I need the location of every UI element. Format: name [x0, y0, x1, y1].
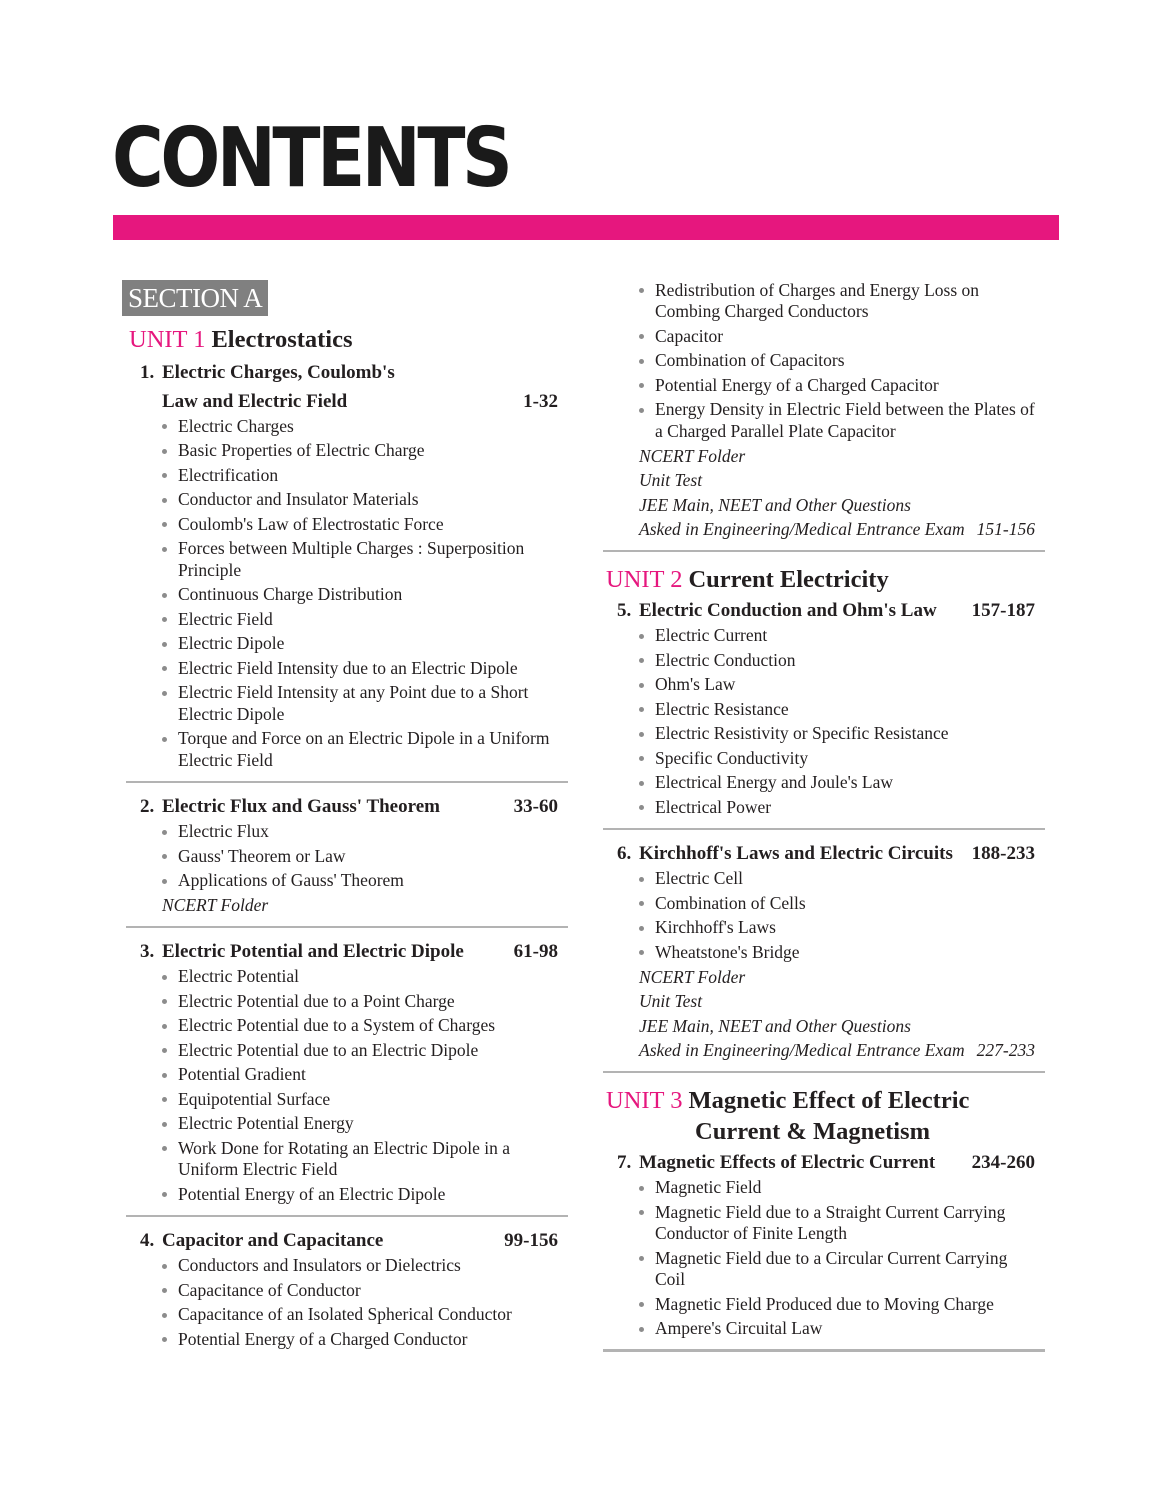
chapter-title-line-1: Electric Charges, Coulomb's [162, 362, 395, 383]
topic-item: Capacitance of an Isolated Spherical Conductor [178, 1303, 568, 1328]
topic-item: Electric Dipole [178, 632, 568, 657]
chapter-pages: 157-187 [971, 600, 1035, 621]
chapter-3-heading[interactable] [140, 940, 558, 965]
chapter-title: Electric Potential and Electric Dipole [162, 941, 464, 962]
ncert-folder-label: NCERT Folder [639, 445, 746, 466]
topic-item: Ampere's Circuital Law [655, 1317, 1045, 1342]
chapter-number: 2. [140, 796, 155, 817]
entrance-exam-label [603, 1038, 1035, 1063]
entrance-exam-label [603, 517, 1035, 542]
chapter-number: 3. [140, 941, 155, 962]
divider [603, 550, 1045, 553]
topic-item: Electric Field [178, 607, 568, 632]
topic-item: Electric Potential due to a Point Charge [178, 989, 568, 1014]
topic-item: Conductors and Insulators or Dielectrics [178, 1254, 568, 1279]
unit-1-label: UNIT 1 [129, 326, 206, 353]
topic-item: Basic Properties of Electric Charge [178, 439, 568, 464]
section-badge: SECTION A [122, 280, 268, 316]
entrance-exam-pages: 227-233 [976, 1040, 1035, 1060]
topic-item: Capacitor [655, 324, 1045, 349]
topic-item: Potential Energy of a Charged Conductor [178, 1327, 568, 1352]
topic-item: Electric Resistance [655, 697, 1045, 722]
chapter-number: 7. [617, 1152, 632, 1173]
ncert-folder-label: NCERT Folder [162, 895, 269, 915]
topic-item: Electrical Energy and Joule's Law [655, 771, 1045, 796]
topic-item: Electric Potential due to an Electric Dipole [178, 1038, 568, 1063]
topic-item: Magnetic Field due to a Straight Current Carrying Conductor of Finite Length [655, 1200, 1045, 1246]
entrance-questions-label: JEE Main, NEET and Other Questions [639, 494, 911, 515]
unit-1-name: Electrostatics [211, 326, 353, 353]
chapter-7-topics [603, 1176, 1045, 1342]
divider [603, 828, 1045, 831]
topic-item: Combination of Cells [655, 891, 1045, 916]
chapter-pages: 1-32 [523, 390, 558, 412]
topic-item: Potential Energy of a Charged Capacitor [655, 373, 1045, 398]
chapter-6-topics [603, 867, 1045, 965]
topic-item: Electric Cell [655, 867, 1045, 892]
right-column [603, 278, 1045, 1364]
topic-item: Capacitance of Conductor [178, 1278, 568, 1303]
divider [603, 1071, 1045, 1074]
topic-item: Electric Field Intensity due to an Electric Dipole [178, 656, 568, 681]
chapter-pages: 33-60 [513, 796, 558, 817]
chapter-title: Kirchhoff's Laws and Electric Circuits [639, 843, 953, 864]
unit-1-heading [129, 324, 568, 355]
unit-test-label: Unit Test [639, 991, 703, 1011]
topic-item: Equipotential Surface [178, 1087, 568, 1112]
chapter-4-heading[interactable] [140, 1229, 558, 1254]
topic-item: Ohm's Law [655, 673, 1045, 698]
chapter-4-topics [126, 1254, 568, 1352]
unit-test-label: Unit Test [639, 470, 703, 490]
chapter-6-heading[interactable] [617, 842, 1035, 867]
topic-item: Potential Energy of an Electric Dipole [178, 1182, 568, 1207]
page-title: CONTENTS [112, 111, 510, 206]
chapter-number: 6. [617, 843, 632, 864]
chapter-3-topics [126, 965, 568, 1207]
chapter-pages: 99-156 [504, 1230, 558, 1251]
topic-item: Electric Resistivity or Specific Resistance [655, 722, 1045, 747]
topic-item: Gauss' Theorem or Law [178, 844, 568, 869]
topic-item: Electric Field Intensity at any Point due to a Short Electric Dipole [178, 681, 568, 727]
unit-2-name: Current Electricity [688, 566, 889, 593]
entrance-exam-text: Asked in Engineering/Medical Entrance Exam [639, 519, 965, 539]
ncert-folder-label: NCERT Folder [639, 966, 746, 987]
entrance-exam-text: Asked in Engineering/Medical Entrance Exam [639, 1040, 965, 1060]
divider [126, 926, 568, 929]
chapter-title: Electric Flux and Gauss' Theorem [162, 796, 440, 817]
topic-item: Electric Flux [178, 820, 568, 845]
topic-item: Combination of Capacitors [655, 349, 1045, 374]
left-column [126, 280, 568, 1352]
topic-item: Wheatstone's Bridge [655, 940, 1045, 965]
topic-item: Electric Conduction [655, 648, 1045, 673]
topic-item: Redistribution of Charges and Energy Loss on Combing Charged Conductors [655, 278, 1045, 324]
topic-item: Conductor and Insulator Materials [178, 488, 568, 513]
topic-item: Magnetic Field due to a Circular Current Carrying Coil [655, 1246, 1045, 1292]
chapter-1-heading[interactable] [140, 361, 558, 414]
topic-item: Specific Conductivity [655, 746, 1045, 771]
topic-item: Electric Potential [178, 965, 568, 990]
unit-3-label: UNIT 3 [606, 1087, 683, 1114]
unit-3-heading [606, 1085, 1045, 1147]
divider [126, 781, 568, 784]
topic-item: Magnetic Field [655, 1176, 1045, 1201]
topic-item: Electric Potential due to a System of Charges [178, 1014, 568, 1039]
chapter-title: Capacitor and Capacitance [162, 1230, 384, 1251]
chapter-number: 5. [617, 600, 632, 621]
topic-item: Energy Density in Electric Field between the Plates of a Charged Parallel Plate Capacitor [655, 398, 1045, 444]
chapter-5-heading[interactable] [617, 599, 1035, 624]
chapter-2-heading[interactable] [140, 795, 558, 820]
chapter-title: Electric Conduction and Ohm's Law [639, 600, 937, 621]
chapter-2-topics [126, 820, 568, 894]
topic-item: Forces between Multiple Charges : Superposition Principle [178, 537, 568, 583]
unit-2-heading [606, 564, 1045, 595]
topic-item: Electrical Power [655, 795, 1045, 820]
topic-item: Magnetic Field Produced due to Moving Charge [655, 1292, 1045, 1317]
chapter-pages: 234-260 [971, 1152, 1035, 1173]
unit-3-name-line-1: Magnetic Effect of Electric [688, 1087, 970, 1114]
chapter-5-topics [603, 624, 1045, 820]
title-underline-bar [113, 215, 1059, 240]
chapter-7-heading[interactable] [617, 1151, 1035, 1176]
unit-2-label: UNIT 2 [606, 566, 683, 593]
divider [603, 1349, 1045, 1352]
topic-item: Torque and Force on an Electric Dipole in a Uniform Electric Field [178, 727, 568, 773]
topic-item: Work Done for Rotating an Electric Dipole in a Uniform Electric Field [178, 1136, 568, 1182]
divider [126, 1215, 568, 1218]
entrance-questions-label: JEE Main, NEET and Other Questions [639, 1015, 911, 1036]
topic-item: Electric Charges [178, 414, 568, 439]
topic-item: Kirchhoff's Laws [655, 916, 1045, 941]
topic-item: Electric Current [655, 624, 1045, 649]
entrance-exam-pages: 151-156 [976, 519, 1035, 539]
chapter-number: 1. [140, 362, 155, 383]
chapter-number: 4. [140, 1230, 155, 1251]
topic-item: Applications of Gauss' Theorem [178, 869, 568, 894]
unit-3-name-line-2: Current & Magnetism [695, 1118, 930, 1145]
chapter-title: Magnetic Effects of Electric Current [639, 1152, 936, 1173]
topic-item: Coulomb's Law of Electrostatic Force [178, 512, 568, 537]
topic-item: Electric Potential Energy [178, 1112, 568, 1137]
topic-item: Potential Gradient [178, 1063, 568, 1088]
chapter-1-topics [126, 414, 568, 773]
chapter-pages: 61-98 [513, 941, 558, 962]
chapter-title-line-2: Law and Electric Field [162, 390, 348, 412]
chapter-4-topics-continued [603, 278, 1045, 444]
topic-item: Electrification [178, 463, 568, 488]
chapter-pages: 188-233 [971, 843, 1035, 864]
topic-item: Continuous Charge Distribution [178, 583, 568, 608]
